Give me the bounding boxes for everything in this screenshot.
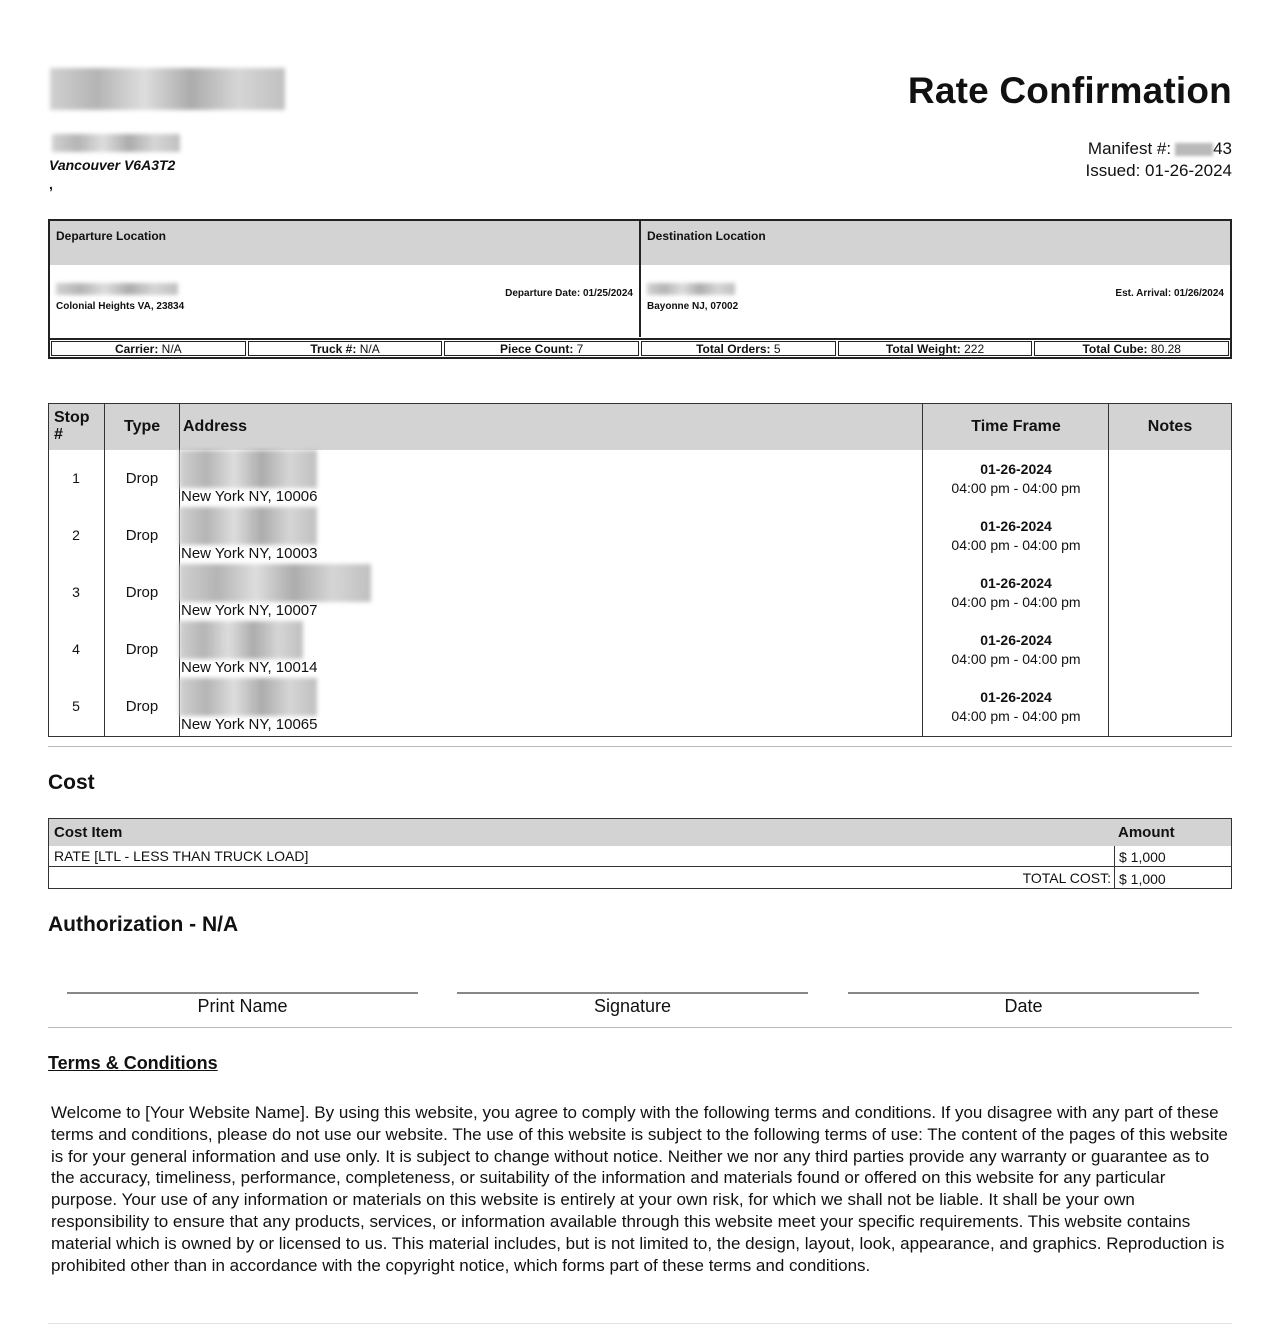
terms-title: Terms & Conditions xyxy=(48,1053,218,1073)
date-line xyxy=(848,992,1199,994)
summary-piece-count: Piece Count: 7 xyxy=(444,341,639,356)
redacted-street xyxy=(179,564,371,602)
stop-time: 04:00 pm - 04:00 pm xyxy=(951,708,1081,724)
redacted-company-address xyxy=(52,134,180,152)
stop-address: New York NY, 10014 xyxy=(181,659,318,676)
cost-item-label: RATE [LTL - LESS THAN TRUCK LOAD] xyxy=(54,848,309,864)
section-divider xyxy=(48,746,1232,747)
manifest-suffix: 43 xyxy=(1213,139,1232,158)
destination-panel xyxy=(641,221,1230,337)
manifest-number xyxy=(1088,139,1232,159)
destination-heading: Destination Location xyxy=(641,221,1230,265)
redacted-departure-street xyxy=(56,283,178,295)
stop-address: New York NY, 10006 xyxy=(181,488,318,505)
company-extra: , xyxy=(49,176,53,192)
summary-carrier: Carrier: N/A xyxy=(51,341,246,356)
departure-panel xyxy=(50,221,641,337)
cost-item-amount: $ 1,000 xyxy=(1119,849,1166,865)
cost-title: Cost xyxy=(48,771,95,794)
column-divider xyxy=(922,404,923,736)
stop-address: New York NY, 10065 xyxy=(181,716,318,733)
stop-time: 04:00 pm - 04:00 pm xyxy=(951,594,1081,610)
signature-label: Signature xyxy=(593,996,672,1016)
column-divider xyxy=(1108,404,1109,736)
summary-total-weight: Total Weight: 222 xyxy=(838,341,1033,356)
redacted-manifest-digits xyxy=(1175,143,1213,156)
redacted-street xyxy=(179,450,317,488)
redacted-street xyxy=(179,507,317,545)
stop-type: Drop xyxy=(125,584,159,601)
column-divider xyxy=(104,404,105,736)
stops-table-header xyxy=(49,404,1231,450)
redacted-street xyxy=(179,621,303,659)
stop-address: New York NY, 10003 xyxy=(181,545,318,562)
print-name-label: Print Name xyxy=(197,996,288,1016)
shipment-summary xyxy=(50,338,1230,357)
document-title: Rate Confirmation xyxy=(907,70,1232,111)
date-label: Date xyxy=(1004,996,1043,1016)
stop-type: Drop xyxy=(125,470,159,487)
header-notes: Notes xyxy=(1147,418,1193,435)
stop-number: 4 xyxy=(72,641,80,657)
row-divider xyxy=(49,866,1231,867)
destination-arrival: Est. Arrival: 01/26/2024 xyxy=(1115,288,1224,299)
cost-table-header xyxy=(49,819,1231,846)
print-name-line xyxy=(67,992,418,994)
issued-date: Issued: 01-26-2024 xyxy=(1085,161,1232,180)
terms-body: Welcome to [Your Website Name]. By using this website, you agree to comply with the following terms and conditions. If you disagree with any part of these terms and conditions, please do not use our website. The use of this website is subject to the following terms of use: The content of the pages of this website is for your general information and use only. It is subject to change without notice. Neither we nor any third parties provide any warranty or guarantee as to the accuracy, timeliness, performance, completeness, or suitability of the information and materials found or offered on this website for any particular purpose. Your use of any information or materials on this website is entirely at your own risk, for which we shall not be liable. It shall be your own responsibility to ensure that any products, services, or information available through this website meet your specific requirements. This website contains material which is owned by or licensed to us. This material includes, but is not limited to, the design, layout, look, appearance, and graphics. Reproduction is prohibited other than in accordance with the copyright notice, which forms part of these terms and conditions. xyxy=(51,1103,1228,1275)
stop-date: 01-26-2024 xyxy=(980,632,1052,648)
company-city: Vancouver V6A3T2 xyxy=(49,157,176,173)
cost-table xyxy=(48,818,1232,889)
redacted-company-name xyxy=(50,68,285,110)
total-cost-amount: $ 1,000 xyxy=(1119,871,1166,887)
stops-table xyxy=(48,403,1232,737)
redacted-destination-street xyxy=(647,283,735,295)
stop-date: 01-26-2024 xyxy=(980,461,1052,477)
stop-type: Drop xyxy=(125,641,159,658)
stop-date: 01-26-2024 xyxy=(980,575,1052,591)
stop-number: 3 xyxy=(72,584,80,600)
stop-date: 01-26-2024 xyxy=(980,689,1052,705)
column-divider xyxy=(1114,846,1115,888)
stop-time: 04:00 pm - 04:00 pm xyxy=(951,537,1081,553)
stop-address: New York NY, 10007 xyxy=(181,602,318,619)
summary-total-orders: Total Orders: 5 xyxy=(641,341,836,356)
departure-heading: Departure Location xyxy=(50,221,639,265)
header-time-frame: Time Frame xyxy=(971,418,1061,435)
stop-date: 01-26-2024 xyxy=(980,518,1052,534)
departure-address: Colonial Heights VA, 23834 xyxy=(56,301,185,312)
stop-number: 2 xyxy=(72,527,80,543)
header-stop: Stop # xyxy=(54,409,90,443)
summary-total-cube: Total Cube: 80.28 xyxy=(1034,341,1229,356)
stop-time: 04:00 pm - 04:00 pm xyxy=(951,480,1081,496)
signature-line xyxy=(457,992,808,994)
manifest-label: Manifest #: xyxy=(1087,139,1172,158)
section-divider xyxy=(48,1323,1232,1324)
stop-time: 04:00 pm - 04:00 pm xyxy=(951,651,1081,667)
header-amount: Amount xyxy=(1118,824,1175,841)
authorization-title: Authorization - N/A xyxy=(48,913,239,936)
destination-address: Bayonne NJ, 07002 xyxy=(647,301,739,312)
section-divider xyxy=(48,1027,1232,1028)
stop-type: Drop xyxy=(125,527,159,544)
header-type: Type xyxy=(124,418,161,435)
stop-number: 1 xyxy=(72,470,80,486)
stop-type: Drop xyxy=(125,698,159,715)
location-box xyxy=(48,219,1232,359)
departure-date: Departure Date: 01/25/2024 xyxy=(505,288,633,299)
stop-number: 5 xyxy=(72,698,80,714)
summary-truck: Truck #: N/A xyxy=(248,341,443,356)
header-cost-item: Cost Item xyxy=(54,824,123,841)
redacted-street xyxy=(179,678,317,716)
total-cost-label: TOTAL COST: xyxy=(1022,870,1111,886)
header-address: Address xyxy=(183,418,248,435)
